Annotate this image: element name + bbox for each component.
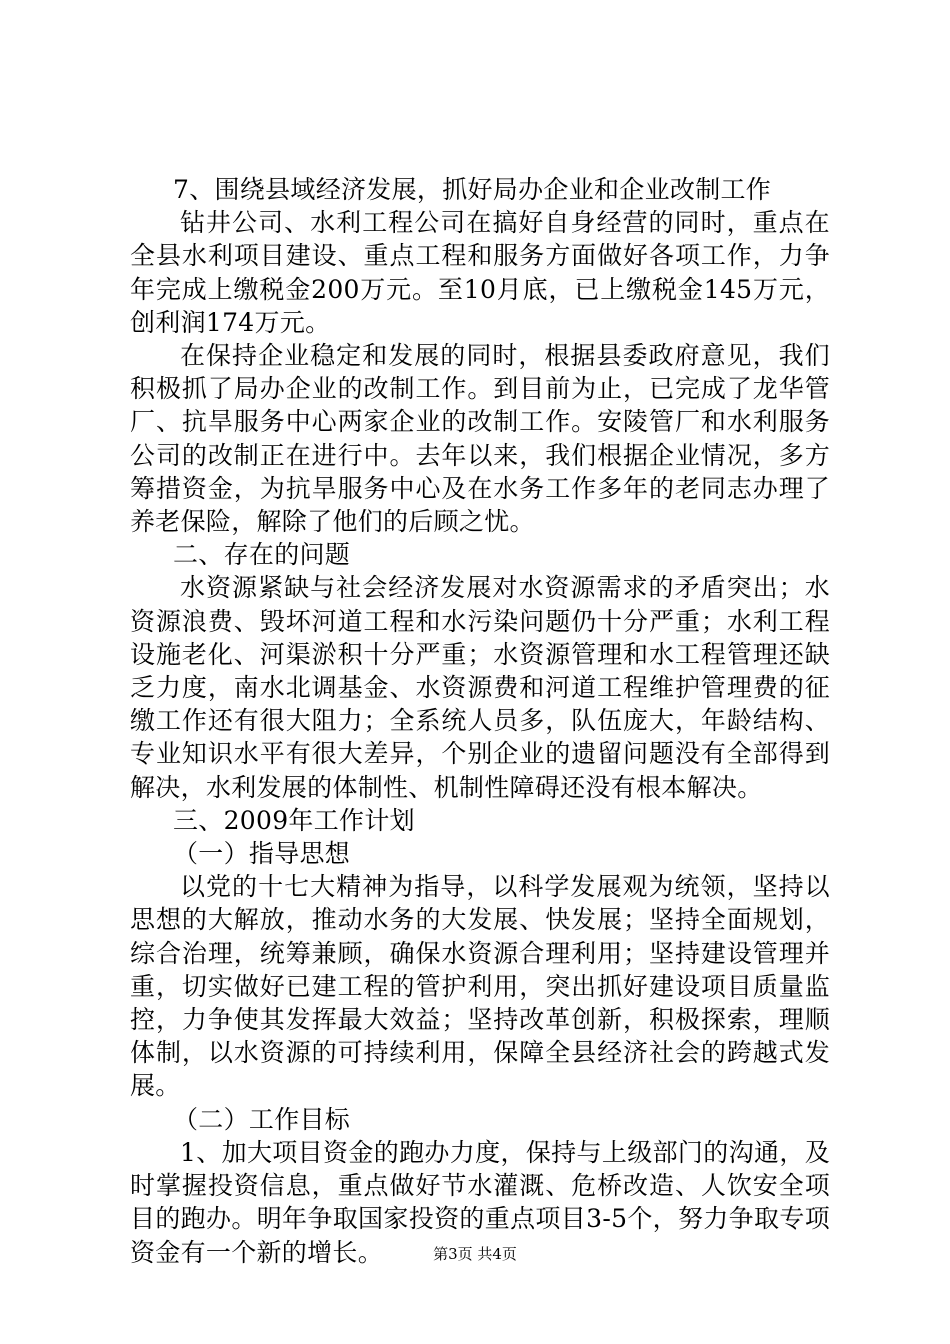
paragraph-tax-revenue: 钻井公司、水利工程公司在搞好自身经营的同时，重点在全县水利项目建设、重点工程和服务方面做好各项工作，力争年完成上缴税金200万元。至10月底，已上缴税金145万元，创利润174万元。 xyxy=(130,208,830,337)
section-heading-enterprise-reform: 7、围绕县域经济发展，抓好局办企业和企业改制工作 xyxy=(173,175,772,204)
subheading-work-goals: （二）工作目标 xyxy=(173,1104,351,1134)
paragraph-work-goal-1: 1、加大项目资金的跑办力度，保持与上级部门的沟通，及时掌握投资信息，重点做好节水灌溉、危桥改造、人饮安全项目的跑办。明年争取国家投资的重点项目3-5个，努力争取专项资金有一个新的增长。 xyxy=(130,1137,830,1267)
paragraph-enterprise-reform: 在保持企业稳定和发展的同时，根据县委政府意见，我们积极抓了局办企业的改制工作。到目前为止，已完成了龙华管厂、抗旱服务中心两家企业的改制工作。安陵管厂和水利服务公司的改制正在进行中。去年以来，我们根据企业情况，多方筹措资金，为抗旱服务中心及在水务工作多年的老同志办理了养老保险，解除了他们的后顾之忧。 xyxy=(130,341,830,537)
paragraph-guiding-ideology: 以党的十七大精神为指导，以科学发展观为统领，坚持以思想的大解放，推动水务的大发展、快发展；坚持全面规划，综合治理，统筹兼顾，确保水资源合理利用；坚持建设管理并重，切实做好已建工程的管护利用，突出抓好建设项目质量监控，力争使其发挥最大效益；坚持改革创新，积极探索，理顺体制，以水资源的可持续利用，保障全县经济社会的跨越式发展。 xyxy=(130,872,830,1101)
section-heading-problems: 二、存在的问题 xyxy=(173,540,351,570)
page-number-footer: 第3页 共4页 xyxy=(433,1245,517,1263)
document-body xyxy=(130,173,830,1269)
paragraph-problems: 水资源紧缺与社会经济发展对水资源需求的矛盾突出；水资源浪费、毁坏河道工程和水污染问题仍十分严重；水利工程设施老化、河渠淤积十分严重；水资源管理和水工程管理还缺乏力度，南水北调基金、水资源费和河道工程维护管理费的征缴工作还有很大阻力；全系统人员多，队伍庞大，年龄结构、专业知识水平有很大差异，个别企业的遗留问题没有全部得到解决，水利发展的体制性、机制性障碍还没有根本解决。 xyxy=(130,573,830,802)
subheading-guiding-ideology: （一）指导思想 xyxy=(173,839,351,869)
section-heading-work-plan: 三、2009年工作计划 xyxy=(173,805,415,835)
